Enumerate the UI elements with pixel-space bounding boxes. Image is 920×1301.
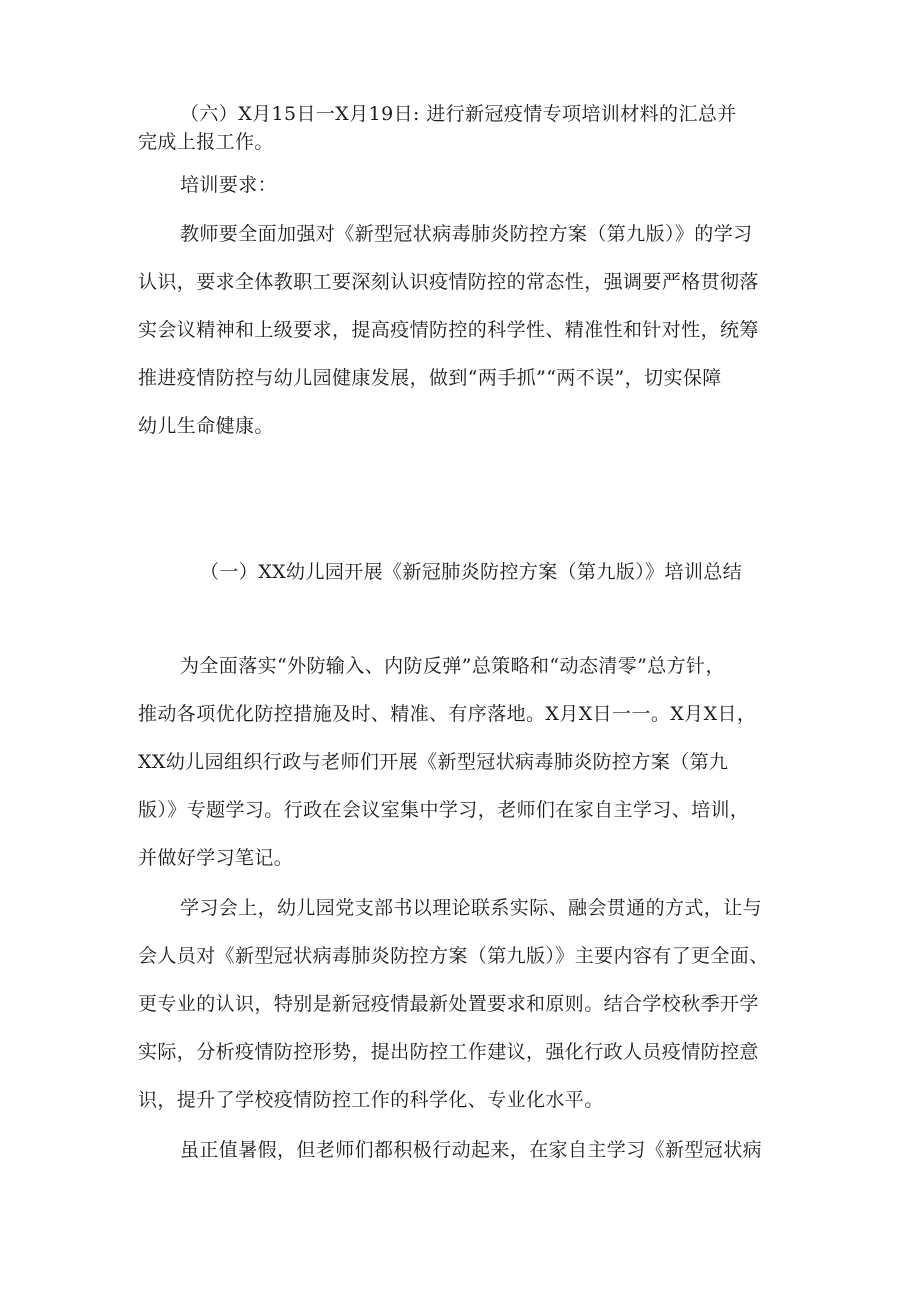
summary-para2-line: 学习会上，幼儿园党支部书以理论联系实际、融会贯通的方式，让与	[180, 897, 763, 919]
summary-para2-line: 更专业的认识，特别是新冠疫情最新处置要求和原则。结合学校秋季开学	[138, 993, 759, 1015]
summary-para1-line: 推动各项优化防控措施及时、精准、有序落地。X月X日一一。X月X日，	[138, 703, 757, 725]
summary-para1-line: 版）》专题学习。行政在会议室集中学习，老师们在家自主学习、培训，	[138, 799, 750, 821]
summary-para2-line: 会人员对《新型冠状病毒肺炎防控方案（第九版）》主要内容有了更全面、	[138, 945, 769, 967]
training-requirements-line: 认识，要求全体教职工要深刻认识疫情防控的常态性，强调要严格贯彻落	[138, 271, 759, 293]
summary-para2-line: 实际，分析疫情防控形势，提出防控工作建议，强化行政人员疫情防控意	[138, 1041, 759, 1063]
training-requirements-line: 实会议精神和上级要求，提高疫情防控的科学性、精准性和针对性，统筹	[138, 319, 759, 341]
training-requirements-line: 幼儿生命健康。	[138, 415, 274, 437]
training-requirements-line: 教师要全面加强对《新型冠状病毒肺炎防控方案（第九版）》的学习	[180, 223, 753, 245]
training-requirements-heading: 培训要求：	[180, 174, 278, 196]
section-six-line-2: 完成上报工作。	[138, 131, 274, 153]
summary-para2-line: 识，提升了学校疫情防控工作的科学化、专业化水平。	[138, 1089, 604, 1111]
summary-para1-line: 并做好学习笔记。	[138, 847, 294, 869]
training-requirements-line: 推进疫情防控与幼儿园健康发展，做到“两手抓”“两不误”，切实保障	[138, 367, 722, 389]
summary-para1-line: 为全面落实“外防输入、内防反弹”总策略和“动态清零”总方针，	[180, 655, 725, 677]
summary-para1-line: XX幼儿园组织行政与老师们开展《新型冠状病毒肺炎防控方案（第九	[138, 751, 729, 773]
summary-title: （一）XX幼儿园开展《新冠肺炎防控方案（第九版）》培训总结	[200, 561, 743, 583]
section-six-line-1: （六）X月15日一X月19日: 进行新冠疫情专项培训材料的汇总并	[180, 103, 737, 125]
summary-para3-line: 虽正值暑假，但老师们都积极行动起来，在家自主学习《新型冠状病	[180, 1139, 763, 1161]
